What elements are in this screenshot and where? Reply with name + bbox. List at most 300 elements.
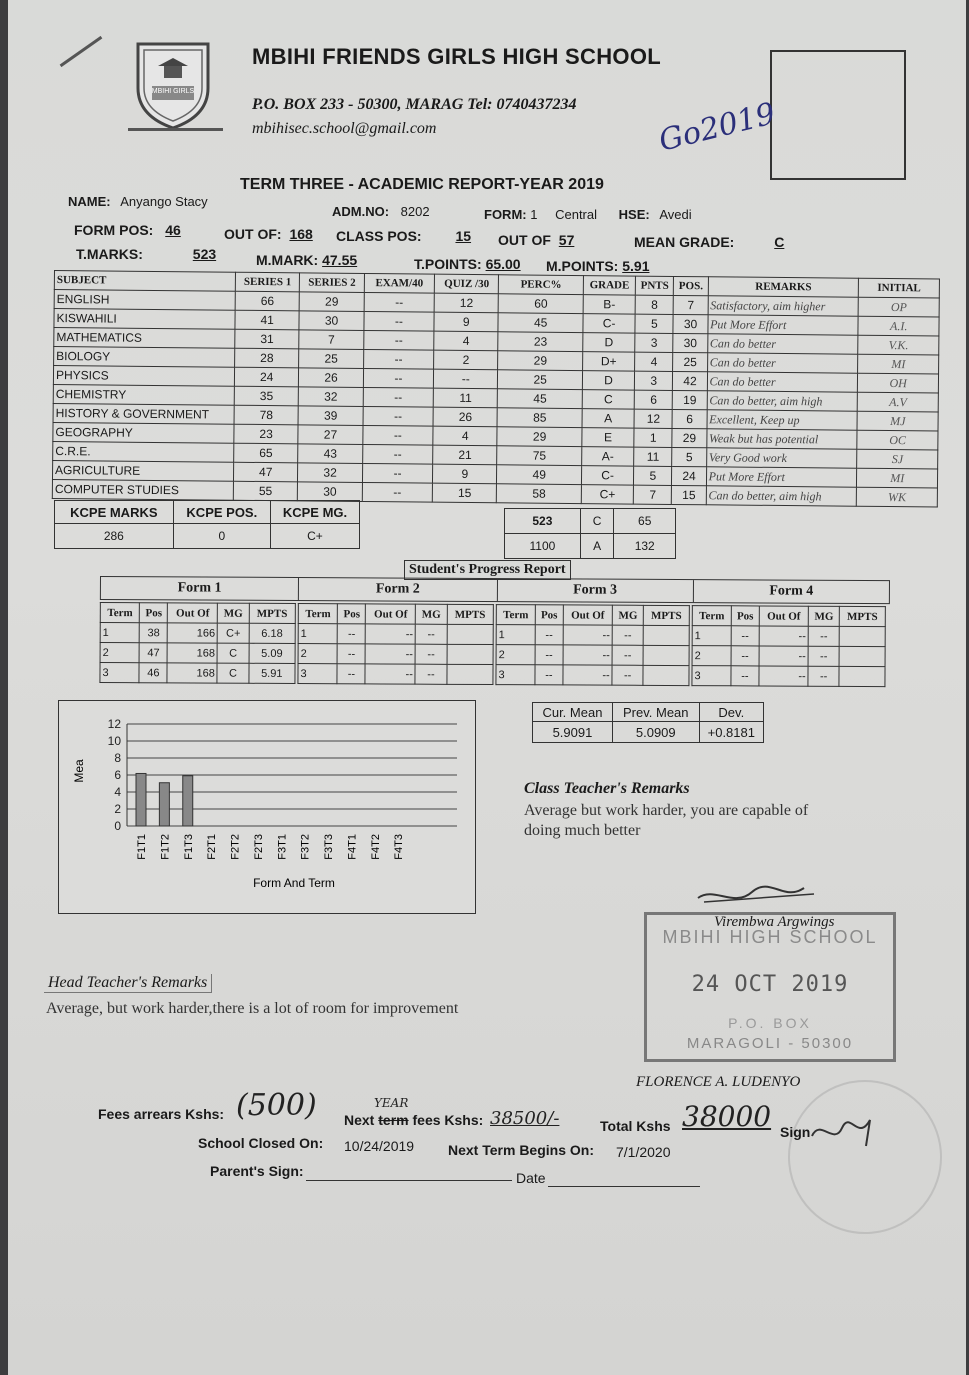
progress-cell: 38: [140, 623, 168, 643]
subject-cell: 5: [672, 447, 706, 466]
subject-cell: 43: [298, 444, 363, 464]
progress-row: [100, 623, 295, 644]
x-tick-label: F4T3: [393, 834, 406, 860]
date-line: [548, 1186, 700, 1187]
teacher-initial: WK: [857, 487, 938, 507]
progress-col-header: Term: [298, 604, 338, 624]
subject-cell: 23: [498, 332, 583, 352]
progress-cell: --: [563, 625, 613, 645]
next-suffix: fees Kshs:: [412, 1112, 484, 1128]
subject-cell: 8: [635, 295, 673, 314]
sign-label: Sign: [780, 1124, 811, 1140]
teacher-initial: OP: [859, 297, 940, 317]
subject-remark: Satisfactory, aim higher: [708, 296, 859, 316]
subject-cell: 31: [235, 329, 300, 349]
subject-name: BIOLOGY: [54, 347, 235, 368]
progress-col-header: MG: [612, 605, 643, 625]
progress-col-header: MG: [808, 606, 839, 626]
subject-cell: --: [363, 425, 434, 445]
progress-cell: 5.91: [249, 663, 295, 683]
progress-cell: --: [808, 666, 839, 686]
subjects-col-header: SERIES 2: [300, 273, 365, 293]
tpoints-value: 65.00: [485, 256, 521, 272]
progress-cell: --: [808, 626, 839, 646]
progress-cell: --: [415, 644, 446, 664]
subject-cell: 60: [499, 294, 584, 314]
progress-cell: --: [416, 624, 447, 644]
subject-cell: 9: [434, 312, 499, 332]
form3-label: Form 3: [497, 579, 693, 602]
subject-cell: 65: [234, 443, 299, 463]
head-teacher-title: Head Teacher's Remarks: [44, 974, 212, 993]
school-email: mbihisec.school@gmail.com: [252, 120, 437, 137]
subject-remark: Very Good work: [706, 448, 857, 468]
school-name: MBIHI FRIENDS GIRLS HIGH SCHOOL: [252, 44, 661, 69]
tmarks-label: T.MARKS:: [76, 246, 143, 262]
stamp-line4: MARAGOLI - 50300: [686, 1035, 854, 1052]
max-grade: A: [580, 534, 614, 559]
subject-cell: 6: [634, 390, 672, 409]
subject-cell: --: [363, 406, 434, 426]
teacher-initial: A.V: [858, 392, 939, 412]
tpoints-label: T.POINTS:: [414, 256, 482, 272]
subject-cell: 30: [673, 333, 707, 352]
subject-cell: 26: [299, 368, 364, 388]
teacher-initial: MI: [858, 354, 939, 374]
parent-sign-label: Parent's Sign:: [210, 1163, 304, 1179]
subject-name: CHEMISTRY: [53, 384, 234, 405]
subjects-col-header: SUBJECT: [54, 271, 235, 292]
mean-grade-value: C: [774, 234, 785, 250]
subject-cell: 11: [634, 447, 672, 466]
stamp-line1: MBIHI HIGH SCHOOL: [662, 927, 878, 947]
subject-cell: 39: [298, 406, 363, 426]
subjects-col-header: PNTS: [636, 276, 674, 295]
subject-remark: Can do better, aim high: [706, 486, 857, 506]
form-pos-value: 46: [165, 222, 181, 238]
teacher-initial: MJ: [857, 411, 938, 431]
max-marks: 1100: [505, 534, 581, 559]
next-fees-value: 38500/-: [490, 1108, 560, 1129]
teacher-initial: MI: [857, 468, 938, 488]
progress-cell: --: [612, 665, 643, 685]
progress-col-header: MG: [416, 604, 447, 624]
progress-col-header: Out Of: [759, 606, 809, 626]
mpoints-label: M.POINTS:: [546, 258, 619, 274]
teacher-initial: OC: [857, 430, 938, 450]
school-address: P.O. BOX 233 - 50300, MARAG Tel: 0740437234: [252, 96, 577, 113]
subject-cell: 7: [674, 295, 708, 314]
progress-row: [692, 626, 885, 647]
subject-remark: Weak but has potential: [706, 429, 857, 449]
kcpe-pos-value: 0: [173, 524, 270, 549]
next-struck: term: [378, 1112, 409, 1128]
progress-cell: --: [338, 624, 366, 644]
progress-row: [692, 666, 885, 687]
y-tick-label: 2: [114, 802, 121, 816]
form2-label: Form 2: [299, 578, 497, 601]
progress-col-header: Term: [100, 603, 140, 623]
total-points: 65: [614, 509, 676, 534]
subject-cell: A-: [582, 447, 634, 467]
out-of-label: OUT OF:: [224, 226, 282, 242]
progress-cell: [839, 646, 885, 666]
progress-cell: 1: [692, 626, 731, 646]
subject-name: GEOGRAPHY: [53, 422, 234, 443]
progress-cell: --: [535, 665, 563, 685]
subject-cell: 11: [433, 388, 498, 408]
progress-col-header: Pos: [338, 604, 366, 624]
progress-cell: 2: [692, 646, 731, 666]
subject-cell: D+: [583, 352, 635, 372]
subject-cell: --: [434, 369, 499, 389]
progress-cell: 2: [100, 643, 140, 663]
progress-cell: --: [759, 666, 809, 686]
progress-cell: --: [365, 664, 415, 684]
pen-stroke-mark: [60, 36, 103, 67]
progress-col-header: Term: [692, 606, 731, 626]
cur-mean-value: 5.9091: [533, 722, 613, 743]
class-teacher-line1: Average but work harder, you are capable of: [524, 802, 809, 819]
subject-cell: 23: [234, 424, 299, 444]
progress-col-header: Out Of: [563, 605, 613, 625]
progress-cell: [643, 625, 689, 645]
x-tick-label: F2T3: [252, 834, 265, 860]
subject-cell: E: [582, 428, 634, 448]
subjects-col-header: GRADE: [583, 276, 635, 296]
chart-bar: [183, 776, 193, 826]
date-label: Date: [516, 1170, 546, 1186]
report-sheet: [8, 0, 966, 1375]
progress-cell: 1: [496, 625, 535, 645]
progress-col-header: MG: [218, 603, 249, 623]
next-fees-label: [344, 1112, 483, 1128]
progress-cell: 2: [496, 645, 535, 665]
subjects-col-header: EXAM/40: [364, 273, 435, 293]
fees-arrears-label: Fees arrears Kshs:: [98, 1106, 225, 1122]
progress-cell: --: [808, 646, 839, 666]
school-logo: [128, 36, 218, 132]
mmark-value: 47.55: [322, 252, 358, 268]
progress-cell: 46: [139, 663, 167, 683]
subjects-col-header: SERIES 1: [235, 272, 300, 292]
progress-col-header: Pos: [140, 603, 168, 623]
class-out-value: 57: [558, 232, 575, 248]
x-tick-label: F3T3: [323, 834, 335, 860]
progress-cell: [643, 665, 689, 685]
y-tick-label: 4: [114, 785, 121, 799]
class-teacher-name: Virembwa Argwings: [714, 914, 835, 930]
total-grade: C: [580, 509, 614, 534]
subjects-col-header: REMARKS: [708, 277, 859, 297]
subject-cell: 6: [672, 409, 706, 428]
subject-cell: --: [363, 368, 434, 388]
subject-name: PHYSICS: [53, 366, 234, 387]
kcpe-pos-header: KCPE POS.: [173, 501, 270, 524]
kcpe-table: [54, 500, 360, 549]
subjects-table: [52, 270, 940, 507]
progress-table-form4: [691, 605, 885, 687]
prev-mean-header: Prev. Mean: [612, 703, 699, 722]
form-pos-label: FORM POS:: [74, 222, 154, 238]
x-tick-label: F2T2: [229, 834, 242, 860]
progress-cell: [447, 624, 493, 644]
subject-remark: Can do better: [707, 372, 858, 392]
subject-cell: --: [363, 330, 434, 350]
hse-label: HSE:: [618, 207, 650, 222]
subject-name: ENGLISH: [54, 290, 235, 311]
x-tick-label: F1T2: [159, 834, 172, 860]
subject-cell: --: [364, 292, 435, 312]
subject-cell: 29: [672, 428, 706, 447]
progress-cell: 3: [496, 665, 535, 685]
subject-cell: 75: [497, 446, 582, 466]
form1-label: Form 1: [101, 577, 299, 600]
progress-cell: 168: [167, 643, 217, 663]
subject-cell: 66: [235, 291, 300, 311]
mean-chart-svg: [59, 701, 475, 913]
progress-col-header: MPTS: [839, 606, 885, 626]
subjects-col-header: INITIAL: [859, 278, 940, 298]
subject-cell: 3: [635, 371, 673, 390]
subject-cell: C-: [581, 466, 633, 486]
x-tick-label: F3T2: [299, 834, 312, 860]
logo-underline: [128, 128, 223, 131]
progress-report: [99, 576, 890, 698]
progress-cell: [839, 666, 885, 686]
progress-row: [298, 664, 493, 685]
progress-cell: --: [731, 626, 759, 646]
teacher-initial: V.K.: [858, 335, 939, 355]
next-insert: YEAR: [374, 1096, 409, 1110]
y-tick-label: 10: [107, 734, 121, 748]
x-tick-label: F4T1: [346, 834, 359, 860]
dev-header: Dev.: [699, 703, 763, 722]
subject-cell: 25: [673, 352, 707, 371]
student-info: [58, 190, 858, 274]
max-points: 132: [614, 534, 676, 559]
prev-mean-value: 5.0909: [612, 722, 699, 743]
subject-cell: C-: [583, 314, 635, 334]
hse-value: Avedi: [659, 207, 692, 222]
mpoints-value: 5.91: [622, 258, 650, 274]
y-axis-label: Mea: [72, 759, 86, 783]
progress-col-header: Term: [496, 605, 535, 625]
subject-cell: 5: [635, 314, 673, 333]
progress-cell: [643, 645, 689, 665]
subject-cell: D: [582, 371, 634, 391]
progress-table-form1: [99, 602, 295, 684]
subject-cell: A: [582, 409, 634, 429]
progress-col-header: MPTS: [447, 604, 493, 624]
subject-cell: 15: [672, 485, 706, 504]
progress-cell: 1: [298, 624, 338, 644]
subject-cell: 41: [235, 310, 300, 330]
class-teacher-title: Class Teacher's Remarks: [524, 780, 690, 797]
subject-cell: C: [582, 390, 634, 410]
subject-cell: 12: [634, 409, 672, 428]
bursar-signature: [808, 1112, 878, 1157]
adm-number: 8202: [400, 204, 430, 219]
subject-cell: 12: [434, 293, 499, 313]
teacher-initial: SJ: [857, 449, 938, 469]
progress-cell: C: [217, 663, 248, 683]
progress-row: [692, 646, 885, 667]
chart-bar: [159, 783, 169, 826]
stream-value: Central: [555, 207, 598, 222]
teacher-initial: OH: [858, 373, 939, 393]
progress-cell: --: [612, 645, 643, 665]
stamp-date: 24 OCT 2019: [691, 972, 849, 997]
progress-cell: [839, 626, 885, 646]
kcpe-marks-value: 286: [55, 524, 174, 549]
class-pos-label: CLASS POS:: [336, 228, 422, 244]
subject-cell: 4: [434, 331, 499, 351]
progress-row: [298, 644, 493, 665]
handwritten-code: Go2019: [655, 96, 779, 159]
adm-label: ADM.NO:: [332, 204, 390, 219]
progress-cell: --: [759, 626, 809, 646]
subject-cell: --: [362, 444, 433, 464]
y-tick-label: 6: [114, 768, 121, 782]
kcpe-mg-value: C+: [270, 524, 359, 549]
subject-cell: 19: [673, 390, 707, 409]
progress-cell: C: [217, 643, 248, 663]
form-label: FORM:: [484, 207, 527, 222]
subject-cell: 30: [298, 482, 363, 502]
subject-cell: 15: [432, 483, 497, 503]
subject-cell: 25: [498, 370, 583, 390]
subject-cell: 7: [299, 330, 364, 350]
mean-chart: [58, 700, 476, 914]
subject-cell: 35: [234, 386, 299, 406]
subject-name: C.R.E.: [53, 441, 234, 462]
subject-cell: 29: [497, 427, 582, 447]
x-tick-label: F2T1: [206, 834, 219, 860]
progress-cell: [447, 664, 493, 684]
progress-cell: C+: [218, 623, 249, 643]
subject-cell: 29: [498, 351, 583, 371]
subject-cell: --: [362, 463, 433, 483]
progress-cell: --: [535, 645, 563, 665]
subject-cell: 85: [498, 408, 583, 428]
progress-cell: 2: [298, 644, 338, 664]
subject-cell: --: [364, 311, 435, 331]
next-term-value: 7/1/2020: [616, 1144, 671, 1160]
progress-cell: [447, 644, 493, 664]
subject-cell: --: [363, 387, 434, 407]
teacher-initial: A.I.: [858, 316, 939, 336]
photo-box: [770, 50, 906, 180]
subject-cell: C+: [581, 485, 633, 505]
progress-cell: 166: [168, 623, 218, 643]
subject-cell: 7: [634, 485, 672, 504]
progress-cell: 1: [100, 623, 140, 643]
progress-cell: 3: [100, 663, 140, 683]
progress-cell: --: [563, 665, 613, 685]
class-teacher-line2: doing much better: [524, 822, 641, 839]
subjects-col-header: QUIZ /30: [434, 274, 499, 294]
progress-cell: --: [535, 625, 563, 645]
totals-row: [505, 509, 676, 534]
subject-cell: 4: [433, 426, 498, 446]
progress-cell: 5.09: [249, 643, 295, 663]
subject-name: HISTORY & GOVERNMENT: [53, 403, 234, 424]
y-tick-label: 12: [107, 717, 121, 731]
subject-cell: 30: [673, 314, 707, 333]
subject-name: COMPUTER STUDIES: [52, 479, 233, 500]
subject-cell: 24: [234, 367, 299, 387]
subject-cell: 24: [672, 466, 706, 485]
subject-cell: 26: [433, 407, 498, 427]
logo-text: MBIHI GIRLS: [151, 88, 195, 95]
progress-col-header: Out Of: [366, 604, 416, 624]
max-row: [505, 534, 676, 559]
subject-name: KISWAHILI: [54, 309, 235, 330]
subject-cell: 27: [298, 425, 363, 445]
parent-sign-line: [306, 1180, 512, 1181]
progress-cell: 3: [298, 664, 338, 684]
subject-cell: 45: [498, 313, 583, 333]
form-value: 1: [530, 207, 538, 222]
subject-cell: 47: [233, 462, 298, 482]
x-axis-label: Form And Term: [253, 876, 335, 890]
progress-col-header: Pos: [731, 606, 759, 626]
progress-cell: 6.18: [249, 623, 295, 643]
kcpe-marks-header: KCPE MARKS: [55, 501, 174, 524]
subject-cell: 9: [433, 464, 498, 484]
mmark-label: M.MARK:: [256, 252, 319, 268]
progress-table-form3: [495, 604, 689, 686]
progress-row: [100, 663, 295, 684]
subject-cell: 3: [635, 333, 673, 352]
progress-cell: 3: [692, 666, 731, 686]
progress-row: [496, 665, 689, 686]
subject-cell: 78: [234, 405, 299, 425]
subject-cell: --: [362, 482, 433, 502]
progress-cell: --: [759, 646, 809, 666]
head-teacher-text: Average, but work harder,there is a lot of room for improvement: [46, 1000, 459, 1017]
progress-cell: --: [337, 644, 365, 664]
progress-title: Student's Progress Report: [404, 560, 571, 580]
school-closed-value: 10/24/2019: [344, 1138, 415, 1154]
progress-col-header: MPTS: [249, 603, 295, 623]
x-tick-label: F3T1: [276, 834, 289, 860]
subject-remark: Can do better, aim high: [707, 391, 858, 411]
class-pos-value: 15: [455, 228, 472, 244]
next-prefix: Next: [344, 1112, 375, 1128]
progress-col-header: MPTS: [643, 605, 689, 625]
report-title: TERM THREE - ACADEMIC REPORT-YEAR 2019: [240, 176, 604, 193]
progress-forms-row: [100, 576, 890, 604]
x-tick-label: F1T1: [136, 834, 148, 860]
subject-remark: Excellent, Keep up: [707, 410, 858, 430]
class-out-label: OUT OF: [498, 232, 551, 248]
subject-cell: 25: [299, 349, 364, 369]
subject-remark: Put More Effort: [708, 315, 859, 335]
chart-bar: [136, 773, 146, 826]
progress-cell: --: [337, 664, 365, 684]
subject-cell: 42: [673, 371, 707, 390]
subject-cell: 28: [235, 348, 300, 368]
progress-cell: --: [731, 646, 759, 666]
subject-cell: 2: [434, 350, 499, 370]
progress-table-form2: [297, 603, 493, 685]
mean-grade-label: MEAN GRADE:: [634, 234, 735, 250]
subject-name: AGRICULTURE: [52, 460, 233, 481]
progress-cell: 47: [139, 643, 167, 663]
subject-cell: 1: [634, 428, 672, 447]
